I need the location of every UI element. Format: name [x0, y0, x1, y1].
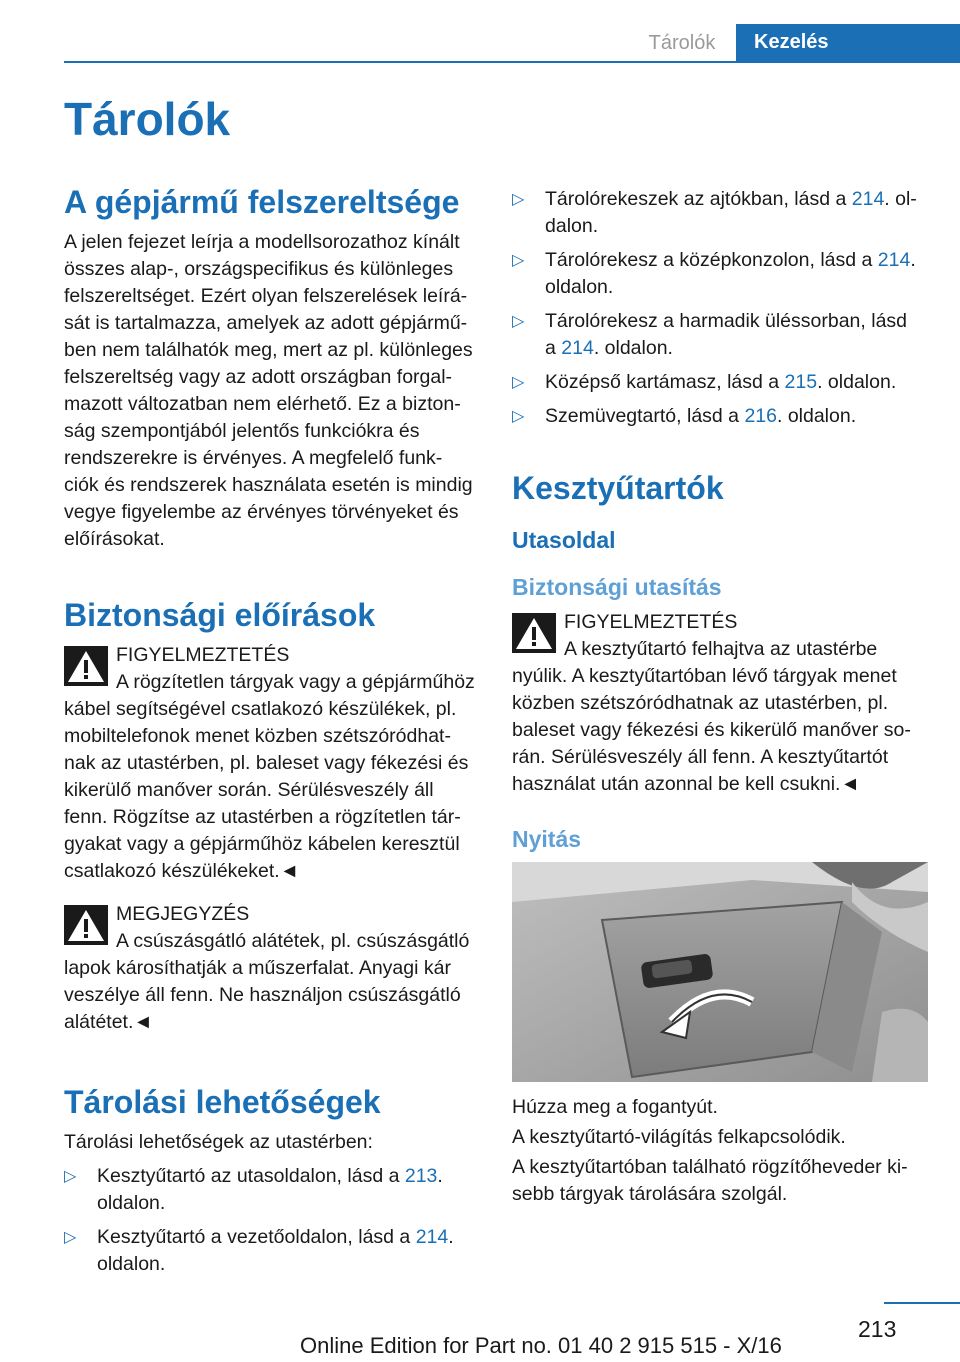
bullet-triangle-icon: ▷	[64, 1229, 77, 1246]
notice-label: MEGJEGYZÉS	[116, 903, 250, 925]
warning-icon	[64, 646, 108, 686]
list-item	[512, 308, 928, 362]
notice-text: veszélye áll fenn. Ne használjon csúszásgátló	[64, 984, 461, 1006]
warning-label: FIGYELMEZTETÉS	[116, 644, 290, 666]
text-line: ság szempontjából jelentős funkciókra és	[64, 420, 420, 442]
item-text: . oldalon.	[817, 371, 897, 393]
subheading-nyitas: Nyitás	[512, 826, 582, 852]
item-text: Szemüvegtartó, lásd a	[545, 405, 745, 427]
warning-text: fenn. Rögzítse az utastérben a rögzítetlen tár‐	[64, 806, 461, 828]
warning-text: nak az utastérben, pl. baleset vagy fékezési és	[64, 752, 469, 774]
text-line: összes alap-, országspecifikus és különleges	[64, 258, 454, 280]
bullet-triangle-icon: ▷	[512, 313, 525, 330]
warning-icon	[64, 905, 108, 945]
list-item	[64, 1224, 484, 1278]
instruction-line: A kesztyűtartóban található rögzítőheveder ki‐	[512, 1156, 908, 1178]
after-photo-text	[512, 1094, 928, 1208]
text-line: ben nem találhatók meg, mert az pl. különleges	[64, 339, 473, 361]
right-column	[512, 186, 928, 853]
felszereltseg-text	[64, 229, 484, 553]
tarolasi-list	[64, 1163, 484, 1278]
tab-kezeles[interactable]: Kezelés	[736, 24, 960, 61]
notice-text: lapok károsíthatják a műszerfalat. Anyagi kár	[64, 957, 451, 979]
warning-text: kikerülő manőver során. Sérülésveszély áll	[64, 779, 434, 801]
footer-edition: Online Edition for Part no. 01 40 2 915 515 - X/16	[300, 1333, 782, 1358]
item-text: oldalon.	[97, 1253, 166, 1275]
page-link[interactable]: 215	[784, 371, 818, 393]
tab-tarolok[interactable]: Tárolók	[648, 32, 716, 54]
item-text: . oldalon.	[593, 337, 673, 359]
notice-text-first: A csúszásgátló alátétek, pl. csúszásgátló	[116, 930, 470, 952]
instruction-line: sebb tárgyak tárolására szolgál.	[512, 1183, 788, 1205]
page-number: 213	[858, 1316, 897, 1342]
text-line: rendszerekre is érvényes. A megfelelő funk‐	[64, 447, 443, 469]
notice-text: alátétet.◄	[64, 1011, 153, 1033]
page-link[interactable]: 214	[851, 188, 885, 210]
text-line: A jelen fejezet leírja a modellsorozathoz kínált	[64, 231, 460, 253]
warning-block-2	[64, 901, 484, 1036]
warning-label: FIGYELMEZTETÉS	[564, 611, 738, 633]
warning-text: rán. Sérülésveszély áll fenn. A kesztyűtartót	[512, 746, 889, 768]
item-text: oldalon.	[97, 1192, 166, 1214]
text-line: felszereltség vagy az adott országban forgal‐	[64, 366, 453, 388]
item-text: dalon.	[545, 215, 599, 237]
item-text: a	[545, 337, 562, 359]
warning-text: gyakat vagy a gépjárműhöz kábelen keresztül	[64, 833, 460, 855]
list-item	[512, 186, 928, 240]
section-heading-kesztyutartok: Kesztyűtartók	[512, 470, 724, 506]
text-line: ciók és rendszerek használata esetén is mindig	[64, 474, 473, 496]
section-heading-biztonsagi: Biztonsági előírások	[64, 597, 376, 633]
text-line: sát is tartalmazza, amelyek az adott gépjármű‐	[64, 312, 468, 334]
page-link[interactable]: 213	[404, 1165, 438, 1187]
list-item	[512, 369, 928, 396]
warning-text: használat után azonnal be kell csukni.◄	[512, 773, 860, 795]
warning-text: csatlakozó készülékeket.◄	[64, 860, 299, 882]
warning-icon	[512, 613, 556, 653]
warning-text: közben szétszóródhatnak az utastérben, pl.	[512, 692, 889, 714]
item-text: Kesztyűtartó a vezetőoldalon, lásd a	[97, 1226, 416, 1248]
text-line: előírásokat.	[64, 528, 165, 550]
subheading-utasoldal: Utasoldal	[512, 527, 616, 553]
page-link[interactable]: 214	[415, 1226, 449, 1248]
list-item	[64, 1163, 484, 1217]
header-rule	[64, 61, 960, 63]
warning-block-1	[64, 642, 484, 885]
footer-rule	[884, 1302, 960, 1304]
section-heading-tarolasi: Tárolási lehetőségek	[64, 1084, 381, 1120]
warning-block-3	[512, 609, 928, 798]
warning-text-first: A rögzítetlen tárgyak vagy a gépjárműhöz	[116, 671, 475, 693]
instruction-line: Húzza meg a fogantyút.	[512, 1096, 718, 1118]
glovebox-photo	[512, 862, 928, 1082]
page-link[interactable]: 216	[744, 405, 777, 427]
item-text: Kesztyűtartó az utasoldalon, lásd a	[97, 1165, 405, 1187]
subheading-biztonsagi-utasitas: Biztonsági utasítás	[512, 574, 722, 600]
warning-text-first: A kesztyűtartó felhajtva az utastérbe	[564, 638, 878, 660]
item-text: Középső kartámasz, lásd a	[545, 371, 785, 393]
bullet-triangle-icon: ▷	[64, 1168, 77, 1185]
warning-text: nyúlik. A kesztyűtartóban lévő tárgyak menet	[512, 665, 897, 687]
warning-text: kábel segítségével csatlakozó készülékek, pl.	[64, 698, 457, 720]
page-title: Tárolók	[64, 93, 231, 145]
tarolasi-intro: Tárolási lehetőségek az utastérben:	[64, 1131, 373, 1153]
item-text: .	[437, 1165, 443, 1187]
page-link[interactable]: 214	[561, 337, 594, 359]
section-heading-felszereltseg: A gépjármű felszereltsége	[64, 184, 460, 220]
list-item	[512, 403, 928, 430]
storage-list	[512, 186, 928, 430]
bullet-triangle-icon: ▷	[512, 408, 525, 425]
item-text: .	[910, 249, 916, 271]
item-text: . ol‐	[884, 188, 917, 210]
instruction-line: A kesztyűtartó-világítás felkapcsolódik.	[512, 1126, 846, 1148]
bullet-triangle-icon: ▷	[512, 374, 525, 391]
item-text: Tárolórekesz a harmadik üléssorban, lásd	[545, 310, 908, 332]
bullet-triangle-icon: ▷	[512, 252, 525, 269]
item-text: Tárolórekeszek az ajtókban, lásd a	[545, 188, 852, 210]
text-line: felszereltséget. Ezért olyan felszerelések leírá‐	[64, 285, 468, 307]
text-line: vegye figyelembe az érvényes törvényeket és	[64, 501, 459, 523]
item-text: .	[448, 1226, 454, 1248]
item-text: oldalon.	[545, 276, 614, 298]
text-line: mazott változatban nem elérhető. Ez a bizton‐	[64, 393, 461, 415]
list-item	[512, 247, 928, 301]
item-text: Tárolórekesz a középkonzolon, lásd a	[545, 249, 878, 271]
page-link[interactable]: 214	[877, 249, 911, 271]
warning-text: baleset vagy fékezési és kikerülő manőver so‐	[512, 719, 911, 741]
left-column	[64, 184, 484, 1285]
item-text: . oldalon.	[776, 405, 857, 427]
bullet-triangle-icon: ▷	[512, 191, 525, 208]
warning-text: mobiltelefonok menet közben szétszóródhat‐	[64, 725, 451, 747]
